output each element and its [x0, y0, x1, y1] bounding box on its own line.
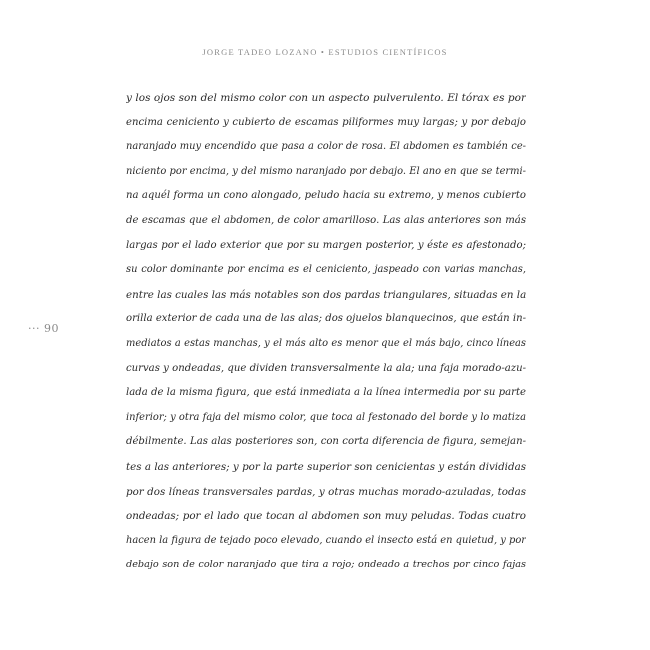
text-line: naranjado muy encendido que pasa a color de rosa. El abdomen es también ce-: [126, 141, 526, 153]
text-line: débilmente. Las alas posteriores son, con corta diferencia de figura, semejan-: [126, 436, 526, 448]
text-line: encima ceniciento y cubierto de escamas piliformes muy largas; y por debajo: [126, 116, 526, 128]
text-line: hacen la figura de tejado poco elevado, cuando el insecto está en quietud, y por: [126, 534, 526, 546]
body-text: [126, 86, 526, 578]
text-line: de escamas que el abdomen, de color amarilloso. Las alas anteriores son más: [126, 214, 526, 226]
text-line: mediatos a estas manchas, y el más alto es menor que el más bajo, cinco líneas: [126, 337, 526, 349]
text-line: na aquél forma un cono alongado, peludo hacia su extremo, y menos cubierto: [126, 190, 526, 202]
text-line: niciento por encima, y del mismo naranjado por debajo. El ano en que se termi-: [126, 165, 526, 177]
text-line: orilla exterior de cada una de las alas; dos ojuelos blanquecinos, que están in-: [126, 313, 526, 325]
text-line: lada de la misma figura, que está inmediata a la línea intermedia por su parte: [126, 387, 526, 399]
text-line: entre las cuales las más notables son dos pardas triangulares, situadas en la: [126, 288, 526, 301]
text-line: por dos líneas transversales pardas, y otras muchas morado-azuladas, todas: [126, 485, 526, 498]
running-header: JORGE TADEO LOZANO • ESTUDIOS CIENTÍFICOS: [202, 47, 448, 57]
text-line: debajo son de color naranjado que tira a rojo; ondeado a trechos por cinco fajas: [126, 559, 526, 571]
text-line: ondeadas; por el lado que tocan al abdomen son muy peludas. Todas cuatro: [126, 510, 526, 523]
text-line: curvas y ondeadas, que dividen transversalmente la ala; una faja morado-azu-: [126, 362, 526, 374]
text-line: y los ojos son del mismo color con un aspecto pulverulento. El tórax es por: [126, 92, 526, 104]
page-number: ··· 90: [28, 322, 59, 335]
text-line: largas por el lado exterior que por su margen posterior, y éste es afestonado;: [126, 239, 526, 251]
text-line: su color dominante por encima es el ceniciento, jaspeado con varias manchas,: [126, 264, 526, 276]
text-line: tes a las anteriores; y por la parte superior son cenicientas y están divididas: [126, 460, 526, 473]
text-line: inferior; y otra faja del mismo color, que toca al festonado del borde y lo matiza: [126, 411, 526, 423]
